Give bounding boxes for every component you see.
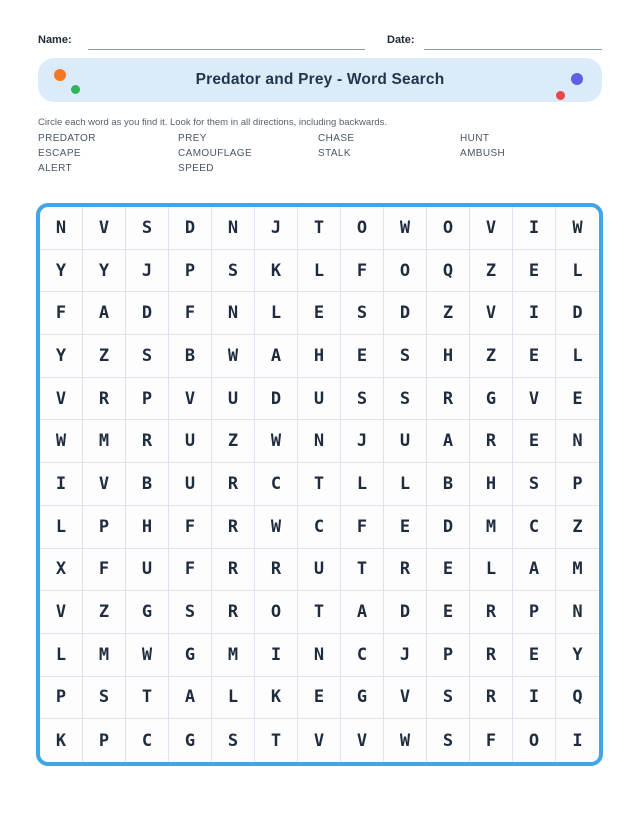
grid-cell[interactable]: F — [341, 250, 384, 293]
word-list — [38, 131, 600, 176]
grid-cell[interactable]: S — [341, 378, 384, 421]
grid-cell[interactable]: I — [513, 292, 556, 335]
grid-cell[interactable]: S — [212, 719, 255, 762]
grid-cell[interactable]: V — [298, 719, 341, 762]
grid-cell[interactable]: U — [212, 378, 255, 421]
grid-cell[interactable]: K — [40, 719, 83, 762]
grid-cell[interactable]: T — [341, 549, 384, 592]
grid-cell[interactable]: V — [83, 463, 126, 506]
grid-cell[interactable]: D — [126, 292, 169, 335]
grid-cell[interactable]: I — [255, 634, 298, 677]
grid-cell[interactable]: Q — [427, 250, 470, 293]
grid-cell[interactable]: F — [83, 549, 126, 592]
grid-cell[interactable]: G — [470, 378, 513, 421]
grid-cell[interactable]: T — [126, 677, 169, 720]
grid-cell[interactable]: W — [384, 207, 427, 250]
date-label: Date: — [387, 34, 415, 46]
grid-cell[interactable]: U — [169, 463, 212, 506]
grid-cell[interactable]: S — [126, 207, 169, 250]
grid-cell[interactable]: C — [298, 506, 341, 549]
grid-cell[interactable]: R — [212, 549, 255, 592]
word-item-prey: PREY — [178, 133, 207, 144]
grid-cell[interactable]: Z — [427, 292, 470, 335]
grid-cell[interactable]: D — [384, 591, 427, 634]
grid-cell[interactable]: T — [298, 463, 341, 506]
grid-cell[interactable]: L — [40, 634, 83, 677]
grid-cell[interactable]: N — [40, 207, 83, 250]
grid-cell[interactable]: F — [470, 719, 513, 762]
grid-cell[interactable]: U — [298, 549, 341, 592]
grid-cell[interactable]: H — [126, 506, 169, 549]
grid-cell[interactable]: E — [298, 292, 341, 335]
page-title: Predator and Prey - Word Search — [195, 71, 445, 88]
grid-cell[interactable]: S — [126, 335, 169, 378]
word-item-predator: PREDATOR — [38, 133, 96, 144]
grid-cell[interactable]: Q — [556, 677, 599, 720]
grid-cell[interactable]: L — [384, 463, 427, 506]
grid-cell[interactable]: Y — [556, 634, 599, 677]
grid-cell[interactable]: R — [83, 378, 126, 421]
grid-cell[interactable]: L — [40, 506, 83, 549]
grid-cell[interactable]: O — [341, 207, 384, 250]
grid-cell[interactable]: R — [212, 463, 255, 506]
grid-cell[interactable]: L — [212, 677, 255, 720]
grid-cell[interactable]: C — [513, 506, 556, 549]
grid-cell[interactable]: R — [255, 549, 298, 592]
grid-cell[interactable]: G — [169, 719, 212, 762]
grid-cell[interactable]: T — [298, 207, 341, 250]
grid-cell[interactable]: G — [126, 591, 169, 634]
grid-cell[interactable]: T — [298, 591, 341, 634]
grid-cell[interactable]: V — [513, 378, 556, 421]
grid-cell[interactable]: L — [556, 250, 599, 293]
grid-cell[interactable]: N — [212, 207, 255, 250]
word-item-hunt: HUNT — [460, 133, 490, 144]
grid-cell[interactable]: W — [40, 420, 83, 463]
grid-cell[interactable]: Y — [83, 250, 126, 293]
grid-cell[interactable]: G — [341, 677, 384, 720]
grid-cell[interactable]: Y — [40, 335, 83, 378]
grid-cell[interactable]: G — [169, 634, 212, 677]
grid-cell[interactable]: D — [427, 506, 470, 549]
grid-cell[interactable]: D — [384, 292, 427, 335]
grid-cell[interactable]: J — [384, 634, 427, 677]
grid-cell[interactable]: L — [341, 463, 384, 506]
grid-cell[interactable]: A — [255, 335, 298, 378]
grid-cell[interactable]: B — [427, 463, 470, 506]
grid-cell[interactable]: Z — [83, 591, 126, 634]
grid-cell[interactable]: W — [126, 634, 169, 677]
grid-cell[interactable]: C — [126, 719, 169, 762]
grid-cell[interactable]: E — [513, 420, 556, 463]
word-item-ambush: AMBUSH — [460, 148, 506, 159]
word-item-chase: CHASE — [318, 133, 355, 144]
name-label: Name: — [38, 34, 72, 46]
grid-cell[interactable]: F — [169, 292, 212, 335]
grid-cell[interactable]: E — [427, 591, 470, 634]
grid-cell[interactable]: P — [126, 378, 169, 421]
grid-cell[interactable]: O — [513, 719, 556, 762]
grid-cell[interactable]: W — [556, 207, 599, 250]
grid-cell[interactable]: I — [513, 677, 556, 720]
grid-cell[interactable]: P — [427, 634, 470, 677]
wordsearch-grid — [36, 203, 603, 766]
word-item-alert: ALERT — [38, 163, 73, 174]
grid-cell[interactable]: J — [341, 420, 384, 463]
grid-cell[interactable]: E — [384, 506, 427, 549]
grid-cell[interactable]: F — [169, 506, 212, 549]
grid-cell[interactable]: H — [298, 335, 341, 378]
grid-cell[interactable]: N — [298, 634, 341, 677]
grid-cell[interactable]: D — [169, 207, 212, 250]
grid-cell[interactable]: A — [169, 677, 212, 720]
grid-cell[interactable]: B — [126, 463, 169, 506]
grid-cell[interactable]: E — [513, 634, 556, 677]
grid-cell[interactable]: S — [427, 719, 470, 762]
name-field-line[interactable] — [88, 49, 365, 50]
grid-cell[interactable]: P — [513, 591, 556, 634]
grid-cell[interactable]: S — [384, 335, 427, 378]
grid-cell[interactable]: L — [255, 292, 298, 335]
grid-cell[interactable]: I — [40, 463, 83, 506]
grid-cell[interactable]: X — [40, 549, 83, 592]
grid-cell[interactable]: R — [212, 591, 255, 634]
grid-cell[interactable]: Z — [212, 420, 255, 463]
grid-cell[interactable]: R — [212, 506, 255, 549]
grid-cell[interactable]: S — [427, 677, 470, 720]
grid-cell[interactable]: V — [83, 207, 126, 250]
grid-cell[interactable]: K — [255, 677, 298, 720]
grid-cell[interactable]: E — [513, 335, 556, 378]
grid-cell[interactable]: R — [470, 634, 513, 677]
grid-cell[interactable]: W — [212, 335, 255, 378]
grid-cell[interactable]: R — [470, 677, 513, 720]
grid-cell[interactable]: D — [556, 292, 599, 335]
grid-cell[interactable]: O — [255, 591, 298, 634]
grid-cell[interactable]: L — [298, 250, 341, 293]
grid-cell[interactable]: U — [169, 420, 212, 463]
grid-cell[interactable]: V — [40, 591, 83, 634]
grid-cell[interactable]: W — [384, 719, 427, 762]
grid-cell[interactable]: V — [470, 292, 513, 335]
date-field-line[interactable] — [424, 49, 602, 50]
grid-cell[interactable]: R — [384, 549, 427, 592]
grid-cell[interactable]: I — [513, 207, 556, 250]
grid-cell[interactable]: A — [427, 420, 470, 463]
grid-cell[interactable]: I — [572, 730, 583, 751]
grid-cell[interactable]: F — [341, 506, 384, 549]
grid-cell[interactable]: A — [513, 549, 556, 592]
grid-cell[interactable]: C — [341, 634, 384, 677]
grid-cell[interactable]: W — [255, 420, 298, 463]
word-item-camouflage: CAMOUFLAGE — [178, 148, 253, 159]
grid-cell[interactable]: R — [470, 420, 513, 463]
grid-cell[interactable]: N — [556, 420, 599, 463]
grid-cell[interactable]: N — [298, 420, 341, 463]
grid-cell[interactable]: E — [298, 677, 341, 720]
grid-cell[interactable]: F — [169, 549, 212, 592]
grid-cell[interactable]: N — [212, 292, 255, 335]
grid-cell[interactable]: V — [169, 378, 212, 421]
grid-cell[interactable]: R — [470, 591, 513, 634]
grid-cell[interactable]: Z — [83, 335, 126, 378]
grid-cell[interactable]: L — [556, 335, 599, 378]
grid-cell[interactable]: U — [384, 420, 427, 463]
grid-cell[interactable]: H — [470, 463, 513, 506]
grid-cell[interactable]: E — [341, 335, 384, 378]
grid-cell[interactable]: M — [556, 549, 599, 592]
grid-cell[interactable]: V — [384, 677, 427, 720]
grid-cell[interactable]: J — [126, 250, 169, 293]
word-item-stalk: STALK — [318, 148, 351, 159]
grid-cell[interactable]: B — [169, 335, 212, 378]
grid-cell[interactable]: T — [255, 719, 298, 762]
grid-cell[interactable]: O — [427, 207, 470, 250]
grid-cell[interactable]: M — [83, 420, 126, 463]
grid-cell[interactable]: F — [40, 292, 83, 335]
grid-cell[interactable]: S — [169, 591, 212, 634]
grid-cell[interactable]: M — [83, 634, 126, 677]
grid-cell[interactable]: R — [427, 378, 470, 421]
grid-cell[interactable]: E — [556, 378, 599, 421]
grid-cell[interactable]: Z — [556, 506, 599, 549]
grid-cell[interactable]: A — [83, 292, 126, 335]
grid-cell[interactable]: V — [40, 378, 83, 421]
grid-cell[interactable]: V — [470, 207, 513, 250]
grid-cell[interactable]: C — [255, 463, 298, 506]
grid-cell[interactable]: P — [169, 250, 212, 293]
grid-cell[interactable]: U — [126, 549, 169, 592]
grid-cell[interactable]: J — [255, 207, 298, 250]
grid-cell[interactable]: Z — [470, 335, 513, 378]
grid-cell[interactable]: Y — [40, 250, 83, 293]
grid-cell[interactable]: S — [513, 463, 556, 506]
grid-cell[interactable]: U — [298, 378, 341, 421]
grid-cell[interactable]: S — [83, 677, 126, 720]
grid-cell[interactable]: S — [384, 378, 427, 421]
grid-cell[interactable]: M — [212, 634, 255, 677]
grid-cell[interactable]: Z — [470, 250, 513, 293]
grid-cell[interactable]: E — [513, 250, 556, 293]
grid-cell[interactable]: O — [384, 250, 427, 293]
grid-cell[interactable]: E — [427, 549, 470, 592]
title-banner — [38, 58, 602, 102]
grid-cell[interactable]: P — [83, 719, 126, 762]
grid-cell[interactable]: S — [341, 292, 384, 335]
grid-cell[interactable]: R — [126, 420, 169, 463]
grid-cell[interactable]: K — [255, 250, 298, 293]
grid-cell[interactable]: S — [212, 250, 255, 293]
word-item-speed: SPEED — [178, 163, 214, 174]
grid-cell[interactable]: P — [556, 463, 599, 506]
grid-cell[interactable]: D — [255, 378, 298, 421]
instructions-text: Circle each word as you find it. Look for them in all directions, including backwards. — [38, 117, 388, 128]
grid-cell[interactable]: P — [83, 506, 126, 549]
grid-cell[interactable]: V — [341, 719, 384, 762]
grid-cell[interactable]: L — [470, 549, 513, 592]
grid-cell[interactable]: N — [556, 591, 599, 634]
grid-cell[interactable]: P — [40, 677, 83, 720]
grid-cell[interactable]: W — [255, 506, 298, 549]
grid-cell[interactable]: H — [427, 335, 470, 378]
word-item-escape: ESCAPE — [38, 148, 81, 159]
grid-cell[interactable]: M — [470, 506, 513, 549]
grid-cell[interactable]: A — [341, 591, 384, 634]
